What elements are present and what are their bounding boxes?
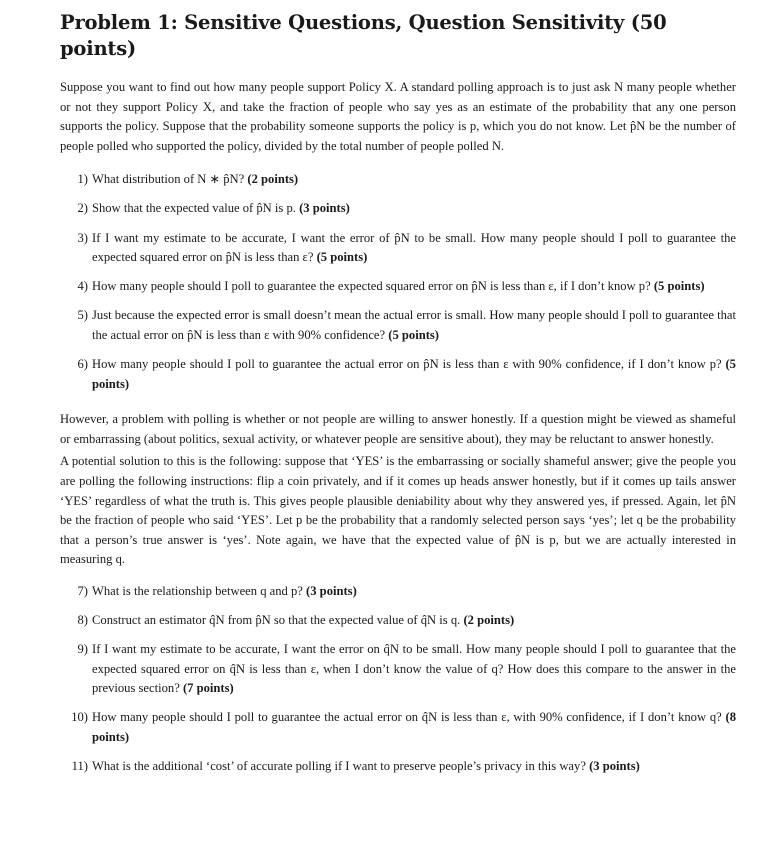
question-item (60, 757, 736, 777)
question-points: (2 points) (463, 613, 515, 628)
question-item (60, 306, 736, 345)
question-number: 9) (77, 642, 88, 657)
question-list-part1 (60, 170, 736, 394)
question-text: Just because the expected error is small doesn’t mean the actual error is small. How many people should I poll to guarantee that the actual error on p̂N is less than ε with 90% confidence? (92, 308, 736, 342)
question-item (60, 229, 736, 268)
question-text: How many people should I poll to guarantee the expected squared error on p̂N is less than ε, if I don’t know p? (92, 279, 651, 294)
problem-title: Problem 1: Sensitive Questions, Question Sensitivity (50 points) (60, 11, 667, 60)
question-points: (8 points) (92, 710, 736, 745)
question-list-part2 (60, 582, 736, 777)
question-text: How many people should I poll to guarantee the actual error on q̂N is less than ε, with 90% confidence, if I don’t know q? (92, 710, 722, 725)
question-text: What is the additional ‘cost’ of accurate polling if I want to preserve people’s privacy in this way? (92, 759, 586, 774)
question-number: 8) (77, 613, 88, 628)
question-points: (3 points) (299, 201, 350, 216)
question-text: How many people should I poll to guarantee the actual error on p̂N is less than ε with 90% confidence, if I don’t know p? (92, 357, 722, 372)
question-item (60, 640, 736, 699)
question-points: (3 points) (589, 759, 640, 774)
question-text: If I want my estimate to be accurate, I want the error on q̂N to be small. How many people should I poll to guarantee that the expected squared error on q̂N is less than ε, when I don’t know the value of q? How does this compare to the answer in the previous section? (92, 642, 736, 696)
question-item (60, 170, 736, 190)
question-points: (5 points) (653, 279, 705, 294)
question-item (60, 277, 736, 297)
question-text: Construct an estimator q̂N from p̂N so that the expected value of q̂N is q. (92, 613, 461, 628)
question-text: What distribution of N ∗ p̂N? (92, 172, 245, 187)
question-item (60, 708, 736, 747)
question-number: 11) (71, 759, 88, 774)
question-number: 7) (77, 583, 88, 598)
question-points: (5 points) (388, 327, 439, 342)
question-points: (3 points) (306, 583, 357, 598)
question-item (60, 355, 736, 394)
question-number: 4) (77, 279, 88, 294)
solution-paragraph: A potential solution to this is the following: suppose that ‘YES’ is the embarrassing or socially shameful answer; give the people you are polling the following instructions: flip a coin privately, and if it comes up heads answer honestly, but if it comes up tails answer ‘YES’ regardless of what the truth is. This gives people plausible deniability about why they answered yes, if pressed. Again, let p̂N be the fraction of people who said ‘YES’. Let p be the probability that a randomly selected person says ‘yes’; let q be the probability that a person’s true answer is ‘yes’. Note again, we have that the expected value of p̂N is p, but we are actually interested in measuring q. (60, 454, 736, 567)
question-number: 1) (77, 172, 88, 187)
question-item (60, 199, 736, 219)
question-text: What is the relationship between q and p? (92, 583, 303, 598)
question-item (60, 611, 736, 631)
question-number: 2) (77, 201, 88, 216)
question-text: Show that the expected value of p̂N is p. (92, 201, 296, 216)
question-points: (5 points) (316, 250, 368, 265)
question-points: (5 points) (92, 357, 736, 391)
question-item (60, 582, 736, 602)
question-number: 6) (77, 357, 88, 372)
intro-paragraph: Suppose you want to find out how many people support Policy X. A standard polling approach is to just ask N many people whether or not they support Policy X, and take the fraction of people who say yes as an estimate of the probability that any one person supports the policy. Suppose that the probability someone supports the policy is p, which you do not know. Let p̂N be the number of people polled who supported the policy, divided by the total number of people polled N. (60, 80, 736, 153)
question-points: (2 points) (247, 172, 299, 187)
honesty-paragraph: However, a problem with polling is whether or not people are willing to answer honestly. If a question might be viewed as shameful or embarrassing (about politics, sexual activity, or whatever people are sensitive about), they may be reluctant to answer honestly. (60, 412, 736, 446)
question-number: 3) (77, 230, 88, 245)
question-number: 5) (77, 308, 88, 323)
question-number: 10) (71, 710, 88, 725)
question-text: If I want my estimate to be accurate, I want the error of p̂N to be small. How many people should I poll to guarantee the expected squared error on p̂N is less than ε? (92, 230, 736, 265)
question-points: (7 points) (182, 681, 234, 696)
